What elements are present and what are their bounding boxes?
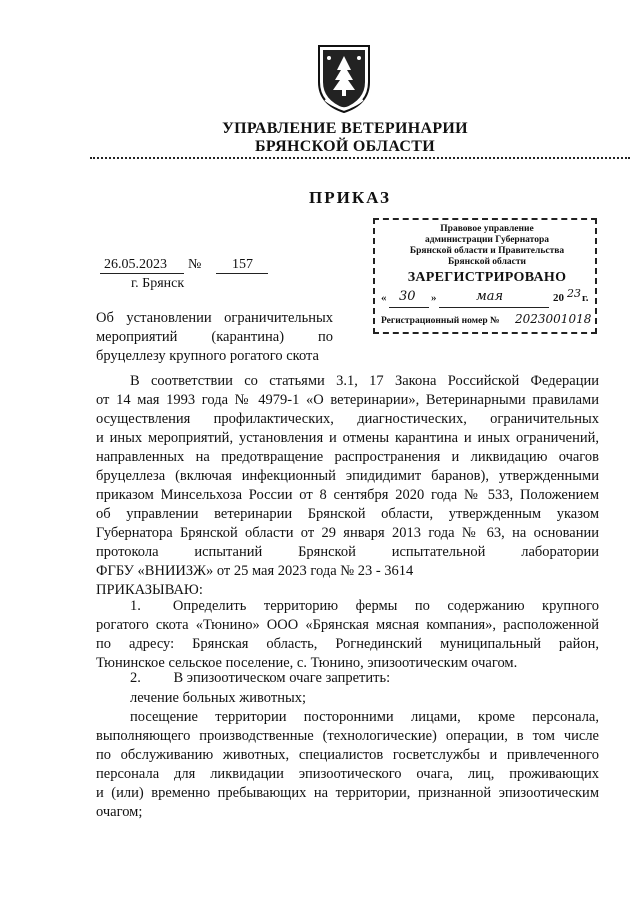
body-line: лечение больных животных; — [130, 690, 306, 706]
doc-city: г. Брянск — [131, 276, 185, 291]
body-line: ФГБУ «ВНИИЗЖ» от 25 мая 2023 года № 23 - 3614 — [96, 563, 414, 579]
stamp-month: мая — [476, 289, 504, 304]
doc-date: 26.05.2023 — [104, 257, 167, 272]
stamp-date-line: « 30 » мая 20 23 г. — [381, 292, 593, 312]
order-directive: ПРИКАЗЫВАЮ: — [96, 582, 203, 598]
item-2-sub-b — [96, 708, 599, 822]
body-line: Губернатора Брянской области от 29 января 2013 года № 63, на основании — [96, 525, 599, 541]
subject-line: Об установлении ограничительных — [96, 310, 333, 326]
item-1 — [96, 597, 599, 673]
body-line: об управлении ветеринарии Брянской области, утвержденным указом — [96, 506, 599, 522]
item-2-sub-a — [96, 689, 599, 708]
preamble-paragraph — [96, 372, 599, 600]
document-title: ПРИКАЗ — [309, 188, 391, 207]
subject-line: бруцеллезу крупного рогатого скота — [96, 348, 319, 364]
body-line: и (или) временно пребывающих на территории, признанной эпизоотическим — [96, 785, 599, 801]
date-underline — [100, 273, 184, 274]
stamp-line: Брянской области — [447, 257, 527, 267]
body-line: и иных мероприятий, установления и отмены карантина и иных ограничений, — [96, 430, 599, 446]
stamp-line: Брянской области и Правительства — [409, 246, 565, 256]
body-line: по адресу: Брянская область, Рогнединский муниципальный район, — [96, 636, 599, 652]
body-line: рогатого скота «Тюнино» ООО «Брянская мясная компания», расположенной — [96, 617, 599, 633]
stamp-reg-number-line — [381, 312, 593, 326]
body-line: выполняющего производственные (технологические) операции, в том числе — [96, 728, 599, 744]
doc-number-sign: № — [188, 257, 202, 272]
doc-subject — [96, 309, 333, 366]
body-line: направленных на предотвращение распространения и ликвидацию очагов — [96, 449, 599, 465]
body-line: осуществления профилактических, диагностических, ограничительных — [96, 411, 599, 427]
bryansk-coat-of-arms-icon — [315, 42, 373, 114]
header-divider — [90, 157, 630, 159]
body-line: по обслуживанию животных, специалистов госветслужбы и привлеченного — [96, 747, 599, 763]
body-line: протокола испытаний Брянской испытательной лаборатории — [96, 544, 599, 560]
body-line: Тюнинское сельское поселение, с. Тюнино, эпизоотическим очагом. — [96, 655, 518, 671]
org-name-line1: УПРАВЛЕНИЕ ВЕТЕРИНАРИИ — [222, 120, 468, 137]
stamp-registered: ЗАРЕГИСТРИРОВАНО — [407, 270, 567, 285]
body-line: очагом; — [96, 804, 143, 820]
subject-line: мероприятий (карантина) по — [96, 329, 333, 345]
stamp-year-end: г. — [582, 292, 589, 304]
body-line: 1. Определить территорию фермы по содержанию крупного — [130, 598, 599, 614]
stamp-day: 30 — [399, 289, 416, 304]
org-name-line2: БРЯНСКОЙ ОБЛАСТИ — [255, 138, 435, 155]
body-line: персонала для ликвидации эпизоотического очага, лиц, проживающих — [96, 766, 599, 782]
doc-number: 157 — [232, 257, 253, 272]
body-line: от 14 мая 1993 года № 4979-1 «О ветеринарии», Ветеринарными правилами — [96, 392, 599, 408]
registration-stamp — [373, 218, 597, 334]
body-line: бруцеллеза (включая инфекционный эпидидимит баранов), утвержденными — [96, 468, 599, 484]
stamp-reg-label: Регистрационный номер № — [381, 316, 500, 326]
stamp-year-prefix: 20 — [553, 292, 564, 304]
stamp-line: Правовое управление — [440, 224, 534, 234]
stamp-reg-number: 2023001018 — [515, 312, 592, 326]
body-line: приказом Минсельхоза России от 8 сентября 2020 года № 533, Положением — [96, 487, 599, 503]
body-line: посещение территории посторонними лицами, кроме персонала, — [130, 709, 599, 725]
stamp-year-suffix: 23 — [567, 287, 581, 300]
body-line: В соответствии со статьями 3.1, 17 Закона Российской Федерации — [130, 373, 599, 389]
body-line: 2. В эпизоотическом очаге запретить: — [130, 670, 391, 686]
stamp-line: администрации Губернатора — [424, 235, 549, 245]
number-underline — [216, 273, 268, 274]
item-2 — [96, 669, 599, 688]
